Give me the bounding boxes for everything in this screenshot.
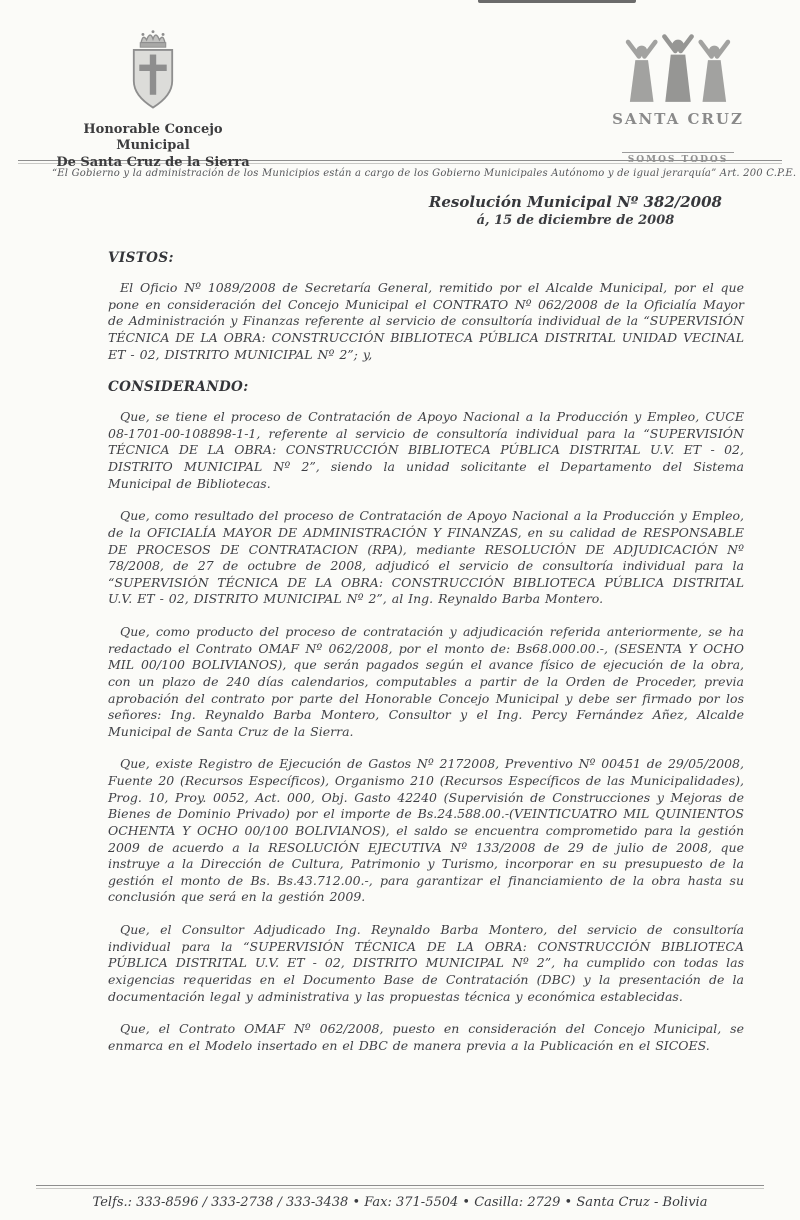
org-name-line2: De Santa Cruz de la Sierra [56, 154, 250, 170]
santa-cruz-logo-block [608, 34, 748, 166]
footer-divider [36, 1185, 764, 1189]
footer-contact: Telfs.: 333-8596 / 333-2738 / 333-3438 • Fax: 371-5504 • Casilla: 2729 • Santa Cruz - Bolivia [92, 1195, 708, 1210]
paragraph-considerando-4: Que, existe Registro de Ejecución de Gastos Nº 2172008, Preventivo Nº 00451 de 29/05/2008, Fuente 20 (Recursos Específicos), Organismo 210 (Recursos Específicos de las Municipalidades), Prog. 10, Proy. 0052, Act. 000, Obj. Gasto 42240 (Supervisión de Construcciones y Mejoras de Bienes de Dominio Privado) por el importe de Bs.24.588.00.-(VEINTICUATRO MIL QUINIENTOS OCHENTA Y OCHO 00/100 BOLIVIANOS), el saldo se encuentra comprometido para la gestión 2009 de acuerdo a la RESOLUCIÓN EJECUTIVA Nº 133/2008 de 29 de julio de 2008, que instruye a la Dirección de Cultura, Patrimonio y Turismo, incorporar en su presupuesto de la gestión el monto de Bs. Bs.43.712.00.-, para garantizar el financiamiento de la obra hasta su conclusión que será en la gestión 2009. [108, 756, 744, 905]
section-heading-considerando: CONSIDERANDO: [108, 379, 249, 396]
constitution-quote: “El Gobierno y la administración de los Municipios están a cargo de los Gobierno Municipales Autónomo y de igual jerarquía” Art. 200 C.P.E. [52, 168, 797, 179]
org-name-line1: Honorable Concejo Municipal [83, 122, 223, 154]
paragraph-considerando-3: Que, como producto del proceso de contratación y adjudicación referida anteriormente, se ha redactado el Contrato OMAF Nº 062/2008, por el monto de: Bs68.000.00.-, (SESENTA Y OCHO MIL 00/100 BOLIVIANOS), que serán pagados según el avance físico de ejecución de la obra, con un plazo de 240 días calendarios, computables a partir de la Orden de Proceder, previa aprobación del contrato por parte del Honorable Concejo Municipal y debe ser firmado por los señores: Ing. Reynaldo Barba Montero, Consultor y el Ing. Percy Fernández Añez, Alcalde Municipal de Santa Cruz de la Sierra. [108, 624, 744, 739]
resolution-date: á, 15 de diciembre de 2008 [476, 213, 675, 228]
logo-title: SANTA CRUZ [612, 110, 744, 128]
santa-cruz-figures-icon [619, 34, 737, 108]
document-footer [36, 1185, 764, 1210]
paragraph-considerando-5: Que, el Consultor Adjudicado Ing. Reynaldo Barba Montero, del servicio de consultoría individual para la “SUPERVISIÓN TÉCNICA DE LA OBRA: CONSTRUCCIÓN BIBLIOTECA PÚBLICA DISTRITAL U.V. ET - 02, DISTRITO MUNICIPAL Nº 2”, ha cumplido con todas las exigencias requeridas en el Documento Base de Contratación (DBC) y la presentación de la documentación legal y administrativa y las propuestas técnica y económica establecidas. [108, 922, 744, 1004]
logo-subtitle: SOMOS TODOS [622, 152, 734, 165]
municipal-emblem-block [48, 28, 258, 171]
document-header [0, 0, 800, 170]
org-name [48, 122, 258, 171]
resolution-heading-block [429, 193, 722, 228]
paragraph-considerando-1: Que, se tiene el proceso de Contratación de Apoyo Nacional a la Producción y Empleo, CUCE 08-1701-00-108898-1-1, referente al servicio de consultoría individual para la “SUPERVISIÓN TÉCNICA DE LA OBRA: CONSTRUCCIÓN BIBLIOTECA PÚBLICA DISTRITAL U.V. ET - 02, DISTRITO MUNICIPAL Nº 2”, siendo la unidad solicitante el Departamento del Sistema Municipal de Bibliotecas. [108, 409, 744, 491]
paragraph-vistos-1: El Oficio Nº 1089/2008 de Secretaría General, remitido por el Alcalde Municipal, por el que pone en consideración del Concejo Municipal el CONTRATO Nº 062/2008 de la Oficialía Mayor de Administración y Finanzas referente al servicio de consultoría individual de la “SUPERVISIÓN TÉCNICA DE LA OBRA: CONSTRUCCIÓN BIBLIOTECA PÚBLICA DISTRITAL UNIDAD VECINAL ET - 02, DISTRITO MUNICIPAL Nº 2”; y, [108, 280, 744, 362]
paragraph-considerando-6: Que, el Contrato OMAF Nº 062/2008, puesto en consideración del Concejo Municipal, se enmarca en el Modelo insertado en el DBC de manera previa a la Publicación en el SICOES. [108, 1021, 744, 1053]
paragraph-considerando-2: Que, como resultado del proceso de Contratación de Apoyo Nacional a la Producción y Empleo, de la OFICIALÍA MAYOR DE ADMINISTRACIÓN Y FINANZAS, en su calidad de RESPONSABLE DE PROCESOS DE CONTRATACION (RPA), mediante RESOLUCIÓN DE ADJUDICACIÓN Nº 78/2008, de 27 de octubre de 2008, adjudicó el servicio de consultoría individual para la “SUPERVISIÓN TÉCNICA DE LA OBRA: CONSTRUCCIÓN BIBLIOTECA PÚBLICA DISTRITAL U.V. ET - 02, DISTRITO MUNICIPAL Nº 2”, al Ing. Reynaldo Barba Montero. [108, 508, 744, 607]
resolution-title: Resolución Municipal Nº 382/2008 [428, 193, 722, 211]
section-heading-vistos: VISTOS: [108, 250, 174, 266]
coat-of-arms-icon [121, 28, 185, 114]
document-body [0, 228, 800, 1054]
